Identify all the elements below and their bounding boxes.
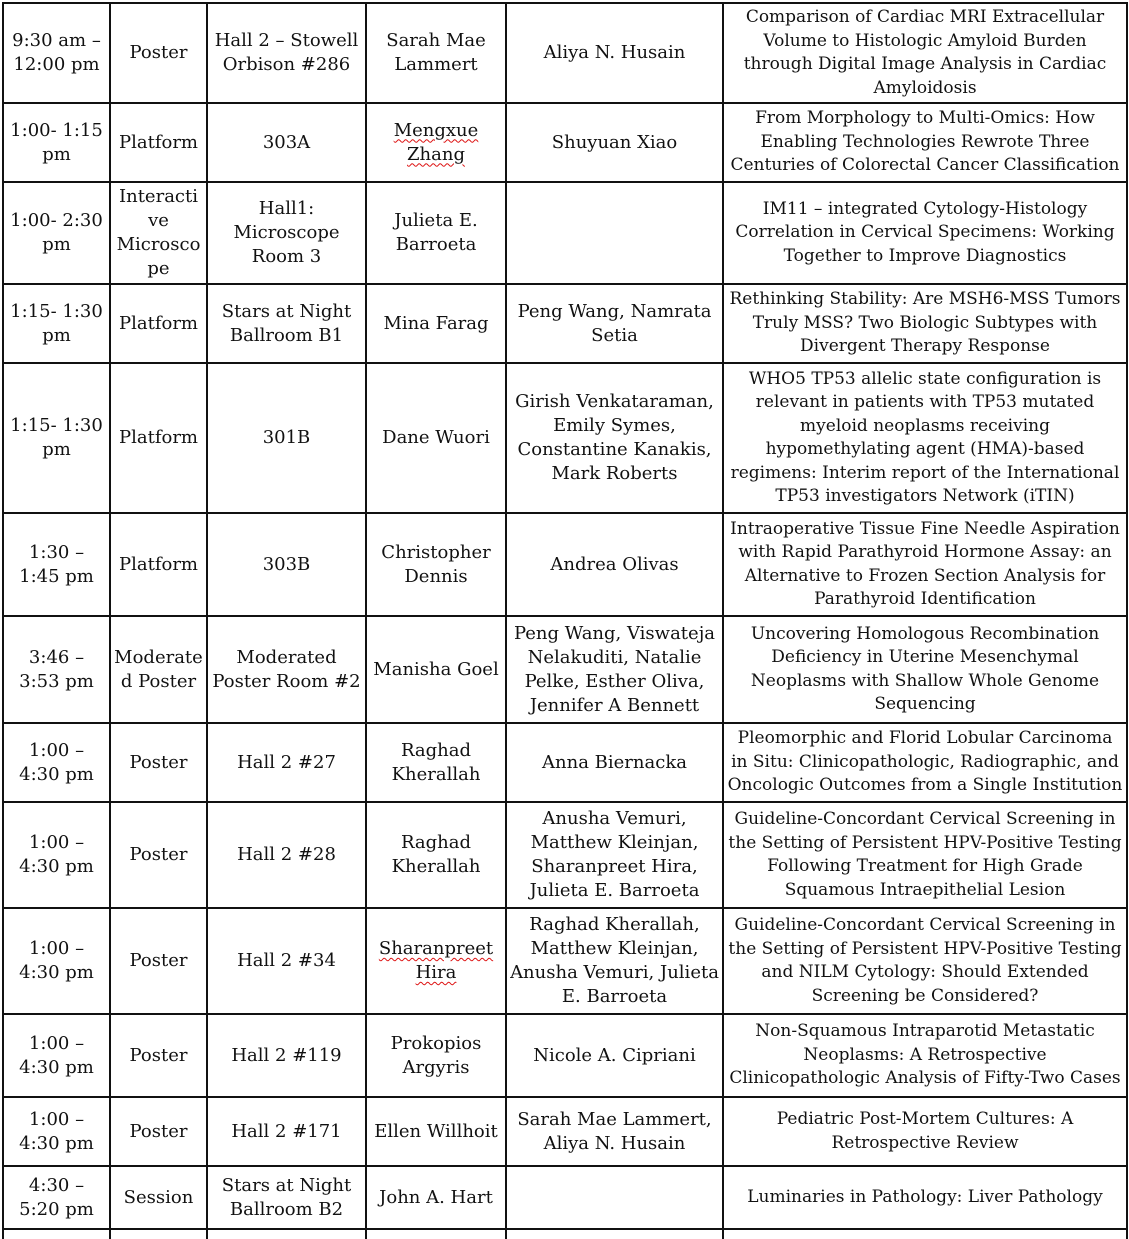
- type-cell: Platform: [110, 284, 207, 363]
- presenter-cell: Christopher Dennis: [366, 513, 506, 616]
- table-row: [3, 284, 1127, 363]
- coauthors-cell: Girish Venkataraman, Emily Symes, Constantine Kanakis, Mark Roberts: [506, 363, 723, 513]
- coauthors-cell: [506, 182, 723, 284]
- title-cell: WHO5 TP53 allelic state configuration is relevant in patients with TP53 mutated myeloid neoplasms receiving hypomethylating agent (HMA)-based regimens: Interim report of the International TP53 investigators Network (iTIN): [723, 363, 1127, 513]
- title-cell: Pediatric Post-Mortem Cultures: A Retrospective Review: [723, 1097, 1127, 1166]
- presenter-cell: Dane Wuori: [366, 363, 506, 513]
- coauthors-cell: [506, 1166, 723, 1229]
- type-cell: Moderated Poster: [110, 616, 207, 723]
- time-cell: 3:46 – 3:53 pm: [3, 616, 110, 723]
- presenter-cell: John A. Hart: [366, 1166, 506, 1229]
- title-cell: Luminaries in Pathology: Liver Pathology: [723, 1166, 1127, 1229]
- location-cell: Hall 2 – Stowell Orbison #286: [207, 3, 366, 103]
- time-cell: 1:00- 1:15 pm: [3, 103, 110, 182]
- table-row: [3, 3, 1127, 103]
- title-cell: Guideline-Concordant Cervical Screening in the Setting of Persistent HPV-Positive Testing Following Treatment for High Grade Squamous Intraepithelial Lesion: [723, 802, 1127, 908]
- time-cell: 1:15- 1:30 pm: [3, 284, 110, 363]
- type-cell: Poster: [110, 3, 207, 103]
- location-cell: 303A: [207, 103, 366, 182]
- presenter-cell: Sarah Mae Lammert: [366, 3, 506, 103]
- presenter-cell: Manisha Goel: [366, 616, 506, 723]
- type-cell: Platform: [110, 513, 207, 616]
- type-cell: Poster: [110, 1014, 207, 1097]
- table-row: [3, 802, 1127, 908]
- table-row: [3, 363, 1127, 513]
- location-cell: Hall1: Microscope Room 3: [207, 182, 366, 284]
- presenter-cell: Mengxue Zhang: [366, 103, 506, 182]
- coauthors-cell: Andrea Olivas: [506, 513, 723, 616]
- location-cell: Hall 2 #27: [207, 723, 366, 802]
- table-row: [3, 1097, 1127, 1166]
- location-cell: Stars at Night Ballroom B1: [207, 284, 366, 363]
- coauthors-cell: Anusha Vemuri, Matthew Kleinjan, Sharanpreet Hira, Julieta E. Barroeta: [506, 802, 723, 908]
- location-cell: Hall 2 #34: [207, 908, 366, 1014]
- time-cell: 4:30 – 5:20 pm: [3, 1166, 110, 1229]
- location-cell: Stars at Night Ballroom B2: [207, 1166, 366, 1229]
- type-cell: Platform: [110, 103, 207, 182]
- time-cell: [3, 1229, 110, 1239]
- presenter-cell: Julieta E. Barroeta: [366, 182, 506, 284]
- coauthors-cell: Nicole A. Cipriani: [506, 1014, 723, 1097]
- type-cell: Poster: [110, 723, 207, 802]
- presenter-cell: Raghad Kherallah: [366, 802, 506, 908]
- schedule-table: [2, 2, 1128, 1239]
- location-cell: [207, 1229, 366, 1239]
- table-row: [3, 1229, 1127, 1239]
- title-cell: Uncovering Homologous Recombination Deficiency in Uterine Mesenchymal Neoplasms with Shallow Whole Genome Sequencing: [723, 616, 1127, 723]
- table-row: [3, 616, 1127, 723]
- type-cell: Session: [110, 1166, 207, 1229]
- time-cell: 1:00- 2:30 pm: [3, 182, 110, 284]
- time-cell: 1:15- 1:30 pm: [3, 363, 110, 513]
- title-cell: Rethinking Stability: Are MSH6-MSS Tumors Truly MSS? Two Biologic Subtypes with Divergent Therapy Response: [723, 284, 1127, 363]
- presenter-cell: [366, 1229, 506, 1239]
- location-cell: 301B: [207, 363, 366, 513]
- type-cell: Poster: [110, 908, 207, 1014]
- coauthors-cell: Shuyuan Xiao: [506, 103, 723, 182]
- presenter-cell: Sharanpreet Hira: [366, 908, 506, 1014]
- title-cell: Pleomorphic and Florid Lobular Carcinoma in Situ: Clinicopathologic, Radiographic, and Oncologic Outcomes from a Single Institution: [723, 723, 1127, 802]
- location-cell: 303B: [207, 513, 366, 616]
- type-cell: Interactive Microscope: [110, 182, 207, 284]
- type-cell: [110, 1229, 207, 1239]
- location-cell: Hall 2 #171: [207, 1097, 366, 1166]
- title-cell: Non-Squamous Intraparotid Metastatic Neoplasms: A Retrospective Clinicopathologic Analysis of Fifty-Two Cases: [723, 1014, 1127, 1097]
- time-cell: 1:30 – 1:45 pm: [3, 513, 110, 616]
- location-cell: Hall 2 #119: [207, 1014, 366, 1097]
- coauthors-cell: Raghad Kherallah, Matthew Kleinjan, Anusha Vemuri, Julieta E. Barroeta: [506, 908, 723, 1014]
- title-cell: Guideline-Concordant Cervical Screening in the Setting of Persistent HPV-Positive Testing and NILM Cytology: Should Extended Screening be Considered?: [723, 908, 1127, 1014]
- table-row: [3, 908, 1127, 1014]
- schedule-body: [3, 3, 1127, 1239]
- presenter-cell: Prokopios Argyris: [366, 1014, 506, 1097]
- time-cell: 9:30 am – 12:00 pm: [3, 3, 110, 103]
- presenter-cell: Ellen Willhoit: [366, 1097, 506, 1166]
- presenter-cell: Mina Farag: [366, 284, 506, 363]
- coauthors-cell: Anna Biernacka: [506, 723, 723, 802]
- coauthors-cell: [506, 1229, 723, 1239]
- table-row: [3, 1166, 1127, 1229]
- table-row: [3, 103, 1127, 182]
- location-cell: Moderated Poster Room #2: [207, 616, 366, 723]
- table-row: [3, 513, 1127, 616]
- table-row: [3, 1014, 1127, 1097]
- title-cell: Comparison of Cardiac MRI Extracellular Volume to Histologic Amyloid Burden through Digital Image Analysis in Cardiac Amyloidosis: [723, 3, 1127, 103]
- coauthors-cell: Aliya N. Husain: [506, 3, 723, 103]
- coauthors-cell: Peng Wang, Namrata Setia: [506, 284, 723, 363]
- title-cell: [723, 1229, 1127, 1239]
- coauthors-cell: Peng Wang, Viswateja Nelakuditi, Natalie Pelke, Esther Oliva, Jennifer A Bennett: [506, 616, 723, 723]
- title-cell: From Morphology to Multi-Omics: How Enabling Technologies Rewrote Three Centuries of Colorectal Cancer Classification: [723, 103, 1127, 182]
- title-cell: Intraoperative Tissue Fine Needle Aspiration with Rapid Parathyroid Hormone Assay: an Alternative to Frozen Section Analysis for Parathyroid Identification: [723, 513, 1127, 616]
- location-cell: Hall 2 #28: [207, 802, 366, 908]
- type-cell: Poster: [110, 802, 207, 908]
- coauthors-cell: Sarah Mae Lammert, Aliya N. Husain: [506, 1097, 723, 1166]
- time-cell: 1:00 – 4:30 pm: [3, 1097, 110, 1166]
- title-cell: IM11 – integrated Cytology-Histology Correlation in Cervical Specimens: Working Together to Improve Diagnostics: [723, 182, 1127, 284]
- table-row: [3, 182, 1127, 284]
- time-cell: 1:00 – 4:30 pm: [3, 723, 110, 802]
- time-cell: 1:00 – 4:30 pm: [3, 1014, 110, 1097]
- type-cell: Poster: [110, 1097, 207, 1166]
- presenter-cell: Raghad Kherallah: [366, 723, 506, 802]
- time-cell: 1:00 – 4:30 pm: [3, 908, 110, 1014]
- time-cell: 1:00 – 4:30 pm: [3, 802, 110, 908]
- type-cell: Platform: [110, 363, 207, 513]
- table-row: [3, 723, 1127, 802]
